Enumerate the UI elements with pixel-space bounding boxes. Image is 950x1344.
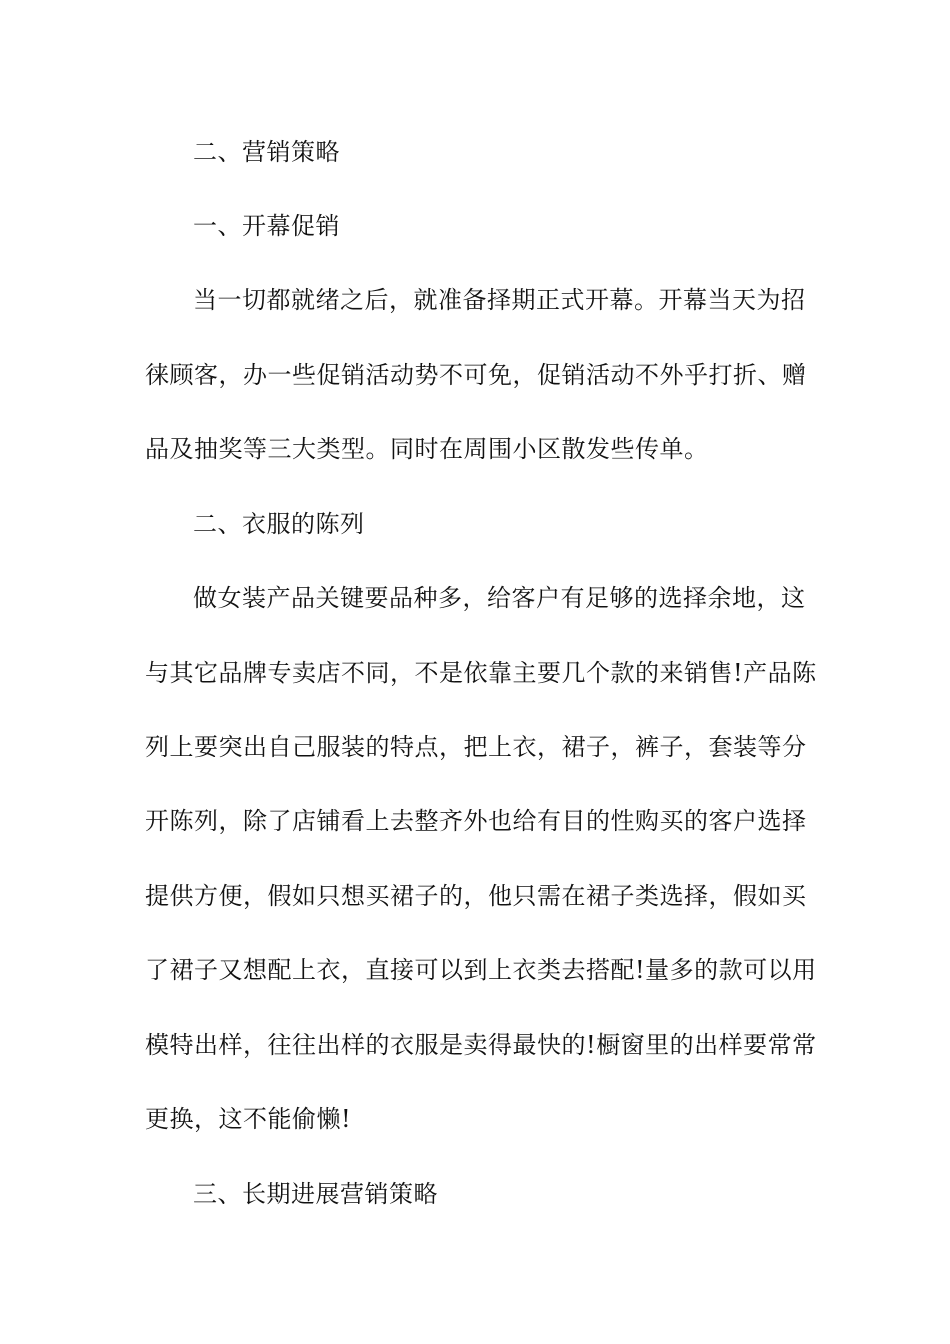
paragraph-line: 品及抽奖等三大类型。同时在周围小区散发些传单。 [145,435,709,463]
paragraph-line: 徕顾客，办一些促销活动势不可免，促销活动不外乎打折、赠 [145,361,807,389]
paragraph-line: 模特出样，往往出样的衣服是卖得最快的!橱窗里的出样要常常 [145,1031,817,1059]
paragraph-line: 与其它品牌专卖店不同，不是依靠主要几个款的来销售!产品陈 [145,659,817,687]
paragraph-line: 做女装产品关键要品种多，给客户有足够的选择余地，这 [193,584,806,612]
paragraph-line: 了裙子又想配上衣，直接可以到上衣类去搭配!量多的款可以用 [145,956,817,984]
heading-opening-promotion: 一、开幕促销 [193,212,340,240]
paragraph-line: 开陈列，除了店铺看上去整齐外也给有目的性购买的客户选择 [145,807,807,835]
heading-marketing-strategy: 二、营销策略 [193,138,340,166]
paragraph-line: 提供方便，假如只想买裙子的，他只需在裙子类选择，假如买 [145,882,807,910]
heading-long-term-strategy: 三、长期进展营销策略 [193,1180,438,1208]
heading-clothing-display: 二、衣服的陈列 [193,510,365,538]
paragraph-line: 列上要突出自己服装的特点，把上衣，裙子，裤子，套装等分 [145,733,807,761]
paragraph-line: 当一切都就绪之后，就准备择期正式开幕。开幕当天为招 [193,286,806,314]
paragraph-line: 更换，这不能偷懒! [145,1105,352,1133]
